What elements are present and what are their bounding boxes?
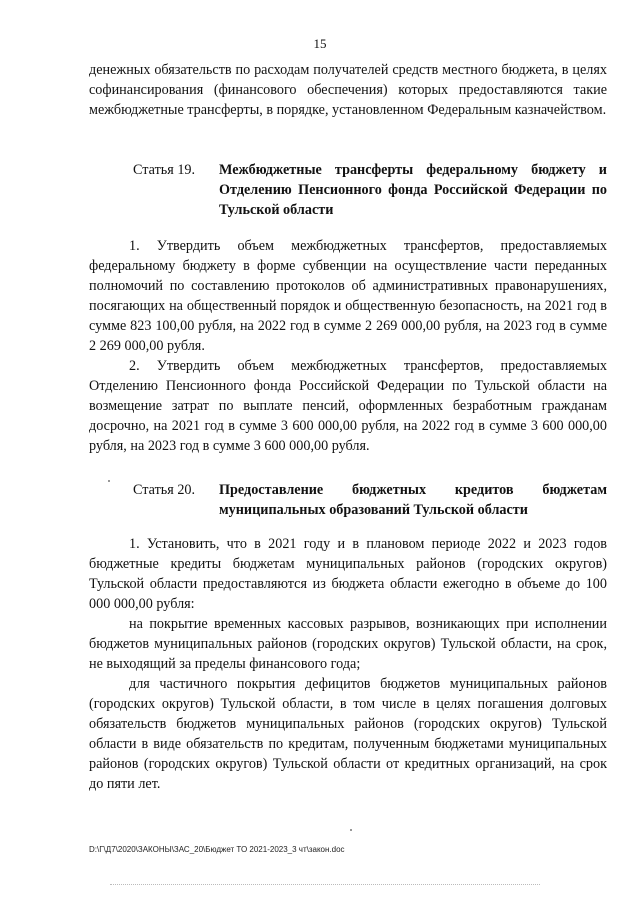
- article-20-heading: [89, 480, 607, 520]
- article-19-heading: [89, 160, 607, 220]
- article-19-paragraph-2: 2. Утвердить объем межбюджетных трансфертов, предоставляемых Отделению Пенсионного фонда Российской Федерации по Тульской области на возмещение затрат по выплате пенсий, оформленных безработным гражданам досрочно, на 2021 год в сумме 3 600 000,00 рубля, на 2022 год в сумме 3 600 000,00 рубля, на 2023 год в сумме 3 600 000,00 рубля.: [89, 358, 607, 454]
- article-20-number: Статья 20.: [133, 482, 196, 498]
- intro-paragraph-block: [89, 60, 607, 120]
- article-19-body: [89, 236, 607, 456]
- article-20-paragraph-2: на покрытие временных кассовых разрывов, возникающих при исполнении бюджетов муниципальных районов (городских округов) Тульской области, на срок, не выходящий за пределы финансового года;: [89, 616, 607, 672]
- article-20-title: Предоставление бюджетных кредитов бюджетам муниципальных образований Тульской области: [219, 482, 607, 518]
- article-19-title: Межбюджетные трансферты федеральному бюджету и Отделению Пенсионного фонда Российской Федерации по Тульской области: [219, 162, 607, 218]
- article-20-body: [89, 534, 607, 794]
- article-20-paragraph-3: для частичного покрытия дефицитов бюджетов муниципальных районов (городских округов) Тульской области, в том числе в целях погашения долговых обязательств бюджетов муниципальных районов (городских округов) Тульской области в виде обязательств по кредитам, полученным бюджетами муниципальных районов (городских округов) Тульской области от кредитных организаций, на срок до пяти лет.: [89, 676, 607, 792]
- article-19-number: Статья 19.: [133, 162, 196, 178]
- scan-edge-noise: [110, 884, 540, 886]
- article-20-paragraph-1: 1. Установить, что в 2021 году и в плановом периоде 2022 и 2023 годов бюджетные кредиты бюджетам муниципальных районов (городских округов) Тульской области предоставляются из бюджета области ежегодно в объеме до 100 000 000,00 рубля:: [89, 536, 607, 612]
- scan-speck: [108, 480, 110, 482]
- article-19-paragraph-1: 1. Утвердить объем межбюджетных трансфертов, предоставляемых федеральному бюджету в форме субвенции на осуществление части переданных полномочий по составлению протоколов об административных правонарушениях, посягающих на общественный порядок и общественную безопасность, на 2021 год в сумме 823 100,00 рубля, на 2022 год в сумме 2 269 000,00 рубля, на 2023 год в сумме 2 269 000,00 рубля.: [89, 238, 607, 354]
- footer-file-path: D:\Г\Д7\2020\ЗАКОНЫ\ЗАС_20\Бюджет ТО 2021-2023_3 чт\закон.doc: [89, 845, 345, 854]
- intro-paragraph: денежных обязательств по расходам получателей средств местного бюджета, в целях софинансирования (финансового обеспечения) которых предоставляются такие межбюджетные трансферты, в порядке, установленном Федеральным казначейством.: [89, 62, 607, 118]
- scan-speck: [350, 829, 352, 831]
- page-number: 15: [313, 36, 327, 51]
